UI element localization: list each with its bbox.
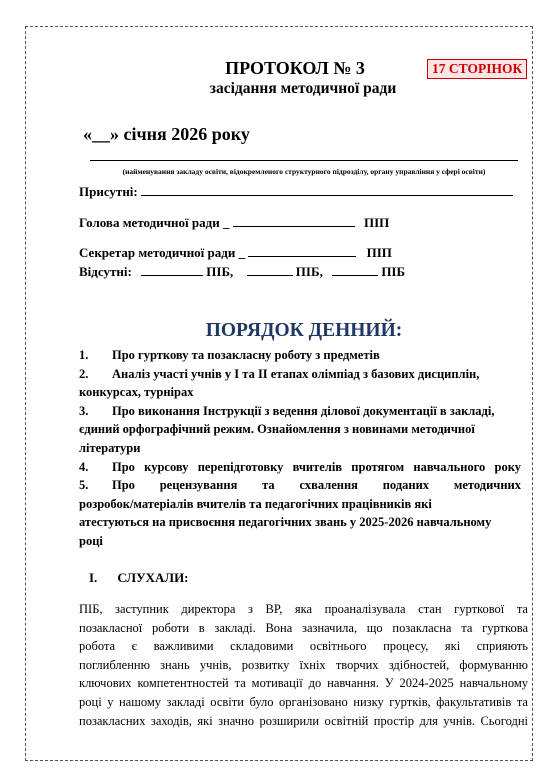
agenda-heading: ПОРЯДОК ДЕННИЙ:	[205, 320, 403, 341]
body-paragraph	[79, 600, 528, 730]
head-blank[interactable]	[233, 215, 355, 227]
agenda-item-5-cont: розробок/матеріалів вчителів та педагогічних працівників які	[79, 496, 432, 511]
body-line: позакласних заходів, які значно розширили освітній простір для учнів. Сьогодні	[79, 713, 528, 728]
secretary-label: Секретар методичної ради _	[79, 245, 246, 260]
absent-name-3: ПІБ	[381, 264, 406, 279]
agenda-item-5-cont: році	[79, 533, 103, 548]
agenda-item-1: 1. Про гурткову та позакласну роботу з предметів	[79, 348, 380, 362]
head-row	[79, 215, 389, 231]
body-line: робота є важливими складовими освітнього процесу, які сприяють	[79, 639, 528, 654]
absent-name-1: ПІБ,	[206, 264, 234, 279]
org-caption: (найменування закладу освіти, відокремленого структурного підрозділу, органу управління у сфері освіти)	[122, 167, 486, 176]
absent-row	[79, 264, 405, 280]
agenda-item-5: 5. Про рецензування та схвалення поданих методичних	[79, 478, 521, 493]
absent-name-2: ПІБ,	[295, 264, 323, 279]
present-row	[79, 184, 513, 200]
absent-blank-3[interactable]	[332, 264, 378, 276]
secretary-name: ПІП	[366, 245, 392, 260]
present-label: Присутні:	[79, 184, 138, 199]
agenda-item-5-cont: атестуються на присвоєння педагогічних звань у 2025-2026 навчальному	[79, 515, 492, 530]
body-line: позакласної роботи в закладі. Вона зазначила, що позакласна та гурткова	[79, 620, 528, 635]
date-line: «__» січня 2026 року	[83, 124, 250, 144]
absent-blank-1[interactable]	[141, 264, 203, 276]
body-line: році у нашому закладі освіти було організовано низку гуртків, факультативів та	[79, 694, 528, 709]
body-line: ключових компетентностей та мотивації до навчання. У 2024-2025 навчальному	[79, 676, 528, 691]
body-line: ПІБ, заступник директора з ВР, яка проаналізувала стан гурткової та	[79, 602, 528, 616]
agenda-list	[79, 346, 521, 551]
agenda-item-3-cont: єдиний орфографічний режим. Ознайомлення з новинами методичної	[79, 422, 475, 437]
secretary-row	[79, 245, 392, 261]
head-label: Голова методичної ради _	[79, 215, 230, 230]
agenda-item-2-cont: конкурсах, турнірах	[79, 385, 194, 400]
page-count-badge: 17 СТОРІНОК	[427, 59, 527, 79]
body-line: поглибленню знань учнів, розвитку їхніх творчих здібностей, формуванню	[79, 657, 528, 672]
document-subtitle: засідання методичної ради	[209, 80, 397, 97]
head-name: ПІП	[363, 215, 390, 230]
section-numeral: I.	[89, 570, 98, 585]
present-blank[interactable]	[141, 184, 513, 196]
agenda-item-2: 2. Аналіз участі учнів у І та ІІ етапах олімпіад з базових дисциплін,	[79, 366, 480, 381]
absent-label: Відсутні:	[79, 264, 132, 279]
document-title: ПРОТОКОЛ № 3	[225, 58, 365, 78]
agenda-item-4: 4. Про курсову перепідготовку вчителів протягом навчального року	[79, 459, 521, 474]
section-heading	[89, 570, 189, 586]
secretary-blank[interactable]	[248, 245, 356, 257]
org-name-underline	[90, 160, 518, 161]
section-label: СЛУХАЛИ:	[117, 570, 189, 585]
agenda-item-3: 3. Про виконання Інструкції з ведення ділової документації в закладі,	[79, 403, 495, 418]
absent-blank-2[interactable]	[247, 264, 293, 276]
agenda-item-3-cont: літератури	[79, 440, 141, 455]
